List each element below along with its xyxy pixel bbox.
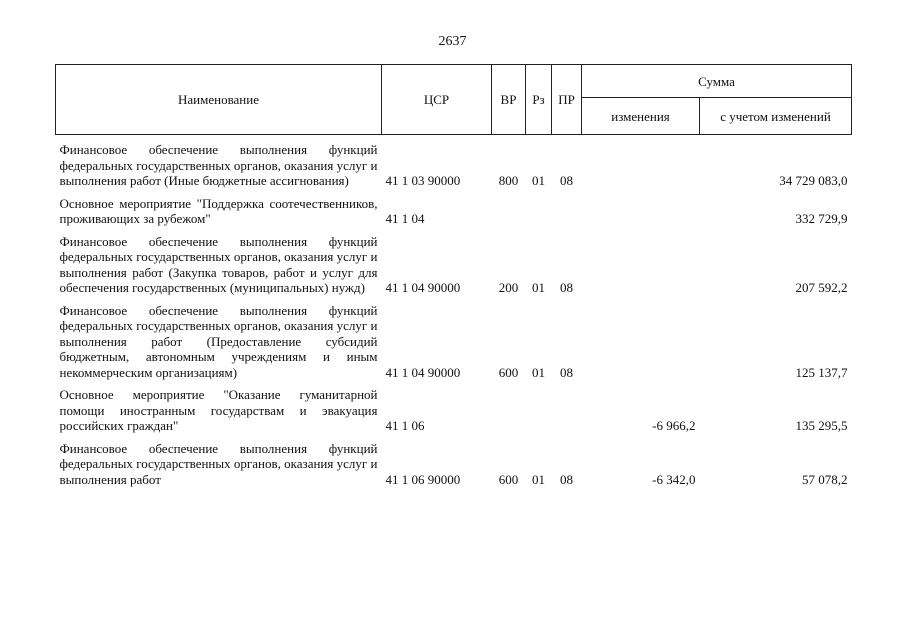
cell-rz: 01 (532, 471, 545, 487)
budget-table (55, 64, 852, 487)
cell-name: Основное мероприятие "Оказание гуманитарной помощи иностранным государствам и эвакуация российских граждан" (59, 387, 378, 433)
row-spacer (56, 189, 852, 196)
cell-name: Финансовое обеспечение выполнения функций федеральных государственных органов, оказания услуг и выполнения работ (Иные бюджетные ассигнования) (59, 142, 378, 188)
cell-rz: 01 (532, 364, 545, 380)
cell-name: Финансовое обеспечение выполнения функций федеральных государственных органов, оказания услуг и выполнения работ (Предоставление субсидий бюджетным, автономным учреждениям и иным некоммерческим организациям) (59, 302, 378, 380)
cell-vr (492, 196, 526, 227)
cell-total: 125 137,7 (795, 364, 848, 380)
row-spacer (56, 296, 852, 303)
cell-change: -6 342,0 (652, 471, 696, 487)
spacer-cell (56, 189, 852, 196)
spacer-cell (56, 434, 852, 441)
spacer-cell (56, 135, 852, 143)
cell-total: 57 078,2 (802, 471, 848, 487)
cell-csr: 41 1 04 (385, 211, 425, 226)
spacer-cell (56, 227, 852, 234)
spacer-cell (56, 380, 852, 387)
cell-vr: 800 (498, 173, 519, 188)
cell-csr: 41 1 06 90000 (385, 471, 461, 487)
table-row (56, 303, 852, 381)
cell-pr: 08 (560, 280, 573, 295)
cell-pr (552, 196, 582, 227)
spacer-cell (56, 296, 852, 303)
table-row (56, 441, 852, 488)
cell-total: 135 295,5 (795, 418, 848, 433)
row-spacer (56, 434, 852, 441)
cell-total: 34 729 083,0 (779, 173, 848, 188)
header-name: Наименование (56, 65, 382, 135)
cell-total: 207 592,2 (795, 280, 848, 295)
cell-vr (492, 387, 526, 434)
cell-change (582, 196, 700, 227)
table-row (56, 142, 852, 189)
cell-csr: 41 1 06 (385, 418, 425, 433)
table-row (56, 196, 852, 227)
cell-pr: 08 (560, 364, 573, 380)
cell-name: Финансовое обеспечение выполнения функций федеральных государственных органов, оказания услуг и выполнения работ (Закупка товаров, работ и услуг для обеспечения государственных (муниципальных) нужд) (59, 233, 378, 295)
cell-name: Финансовое обеспечение выполнения функций федеральных государственных органов, оказания услуг и выполнения работ (59, 440, 378, 487)
cell-total: 332 729,9 (795, 211, 848, 226)
cell-csr: 41 1 04 90000 (385, 280, 461, 295)
cell-csr: 41 1 03 90000 (385, 173, 461, 188)
cell-csr: 41 1 04 90000 (385, 364, 461, 380)
cell-rz (526, 387, 552, 434)
table-header (56, 65, 852, 135)
cell-pr: 08 (560, 471, 573, 487)
cell-pr (552, 387, 582, 434)
cell-rz: 01 (532, 173, 545, 188)
table-row (56, 234, 852, 296)
cell-change (582, 234, 700, 296)
row-spacer (56, 380, 852, 387)
row-spacer (56, 227, 852, 234)
header-vr: ВР (492, 65, 526, 135)
cell-rz: 01 (532, 280, 545, 295)
header-rz: Рз (526, 65, 552, 135)
cell-vr: 600 (498, 471, 519, 487)
header-change: изменения (582, 98, 700, 135)
cell-name: Основное мероприятие "Поддержка соотечественников, проживающих за рубежом" (59, 195, 378, 226)
cell-change (582, 142, 700, 189)
header-sum: Сумма (582, 65, 852, 98)
table-body (56, 135, 852, 488)
header-total: с учетом изменений (700, 98, 852, 135)
cell-rz (526, 196, 552, 227)
row-spacer (56, 135, 852, 143)
cell-vr: 600 (498, 364, 519, 380)
header-pr: ПР (552, 65, 582, 135)
header-csr: ЦСР (382, 65, 492, 135)
cell-change (582, 303, 700, 381)
cell-change: -6 966,2 (652, 418, 696, 433)
page-number: 2637 (438, 34, 467, 49)
table-row (56, 387, 852, 434)
cell-pr: 08 (560, 173, 573, 188)
cell-vr: 200 (498, 280, 519, 295)
